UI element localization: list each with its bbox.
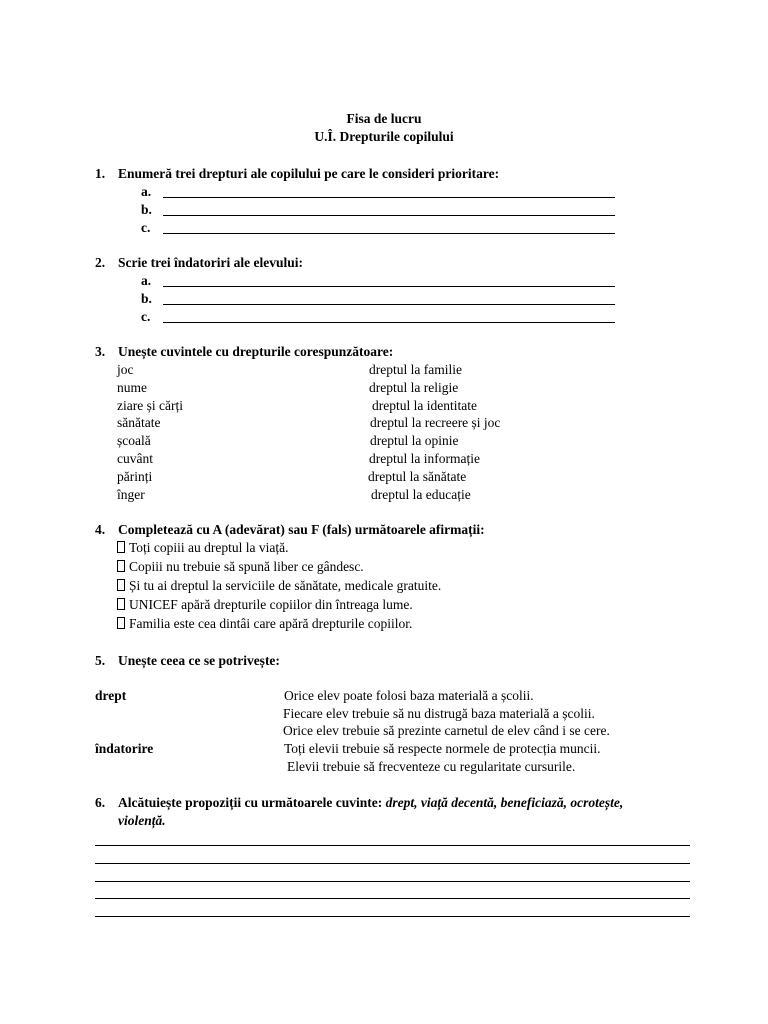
q4-statement: Toți copiii au dreptul la viață.: [117, 540, 289, 556]
page-subtitle: U.Î. Drepturile copilului: [314, 129, 454, 144]
q4-number: 4.: [95, 522, 106, 537]
q5-statement: Fiecare elev trebuie să nu distrugă baza materială a școlii.: [283, 706, 595, 721]
q3-word: ziare și cărți: [117, 398, 183, 413]
q6-number: 6.: [95, 795, 106, 810]
q3-word: părinți: [117, 469, 153, 484]
q5-text: Unește ceea ce se potrivește:: [118, 653, 280, 668]
q1-answer-line[interactable]: [163, 215, 615, 216]
checkbox-icon[interactable]: [117, 560, 125, 572]
q1-item-label: b.: [141, 202, 152, 217]
q6-words: drept, viață decentă, beneficiază, ocrotește,: [385, 795, 624, 810]
q1-number: 1.: [95, 166, 106, 181]
q5-statement: Elevii trebuie să frecventeze cu regularitate cursurile.: [287, 759, 576, 774]
q3-right: dreptul la informație: [369, 451, 480, 466]
q3-right: dreptul la identitate: [372, 398, 477, 413]
checkbox-icon[interactable]: [117, 598, 125, 610]
q4-statement: Și tu ai dreptul la serviciile de sănătate, medicale gratuite.: [117, 578, 441, 594]
q6-answer-line[interactable]: [95, 898, 690, 899]
checkbox-icon[interactable]: [117, 579, 125, 591]
q2-answer-line[interactable]: [163, 304, 615, 305]
q2-item-label: a.: [141, 273, 152, 288]
q2-answer-line[interactable]: [163, 286, 615, 287]
q6-text: Alcătuiește propoziții cu următoarele cuvinte: drept, viață decentă, beneficiază, ocrotește,: [118, 795, 624, 810]
q3-right: dreptul la educație: [371, 487, 471, 502]
q1-answer-line[interactable]: [163, 233, 615, 234]
q2-text: Scrie trei îndatoriri ale elevului:: [118, 255, 303, 270]
q5-statement: Orice elev poate folosi baza materială a școlii.: [284, 688, 534, 703]
q5-statement: Toți elevii trebuie să respecte normele de protecția muncii.: [284, 741, 601, 756]
q1-text: Enumeră trei drepturi ale copilului pe care le consideri prioritare:: [118, 166, 500, 181]
q6-answer-line[interactable]: [95, 845, 690, 846]
q3-right: dreptul la religie: [369, 380, 459, 395]
q2-answer-line[interactable]: [163, 322, 615, 323]
q1-item-label: a.: [141, 184, 152, 199]
page-title: Fisa de lucru: [346, 111, 422, 126]
checkbox-icon[interactable]: [117, 541, 125, 553]
q5-statement: Orice elev trebuie să prezinte carnetul de elev când i se cere.: [283, 723, 610, 738]
q4-statement: UNICEF apără drepturile copiilor din întreaga lume.: [117, 597, 413, 613]
q3-word: nume: [117, 380, 147, 395]
q6-answer-line[interactable]: [95, 916, 690, 917]
q3-word: joc: [117, 362, 134, 377]
q4-statement: Copiii nu trebuie să spună liber ce gândesc.: [117, 559, 364, 575]
checkbox-icon[interactable]: [117, 617, 125, 629]
q2-item-label: b.: [141, 291, 152, 306]
q3-word: școală: [117, 433, 151, 448]
q3-word: înger: [117, 487, 145, 502]
q3-number: 3.: [95, 344, 106, 359]
q2-number: 2.: [95, 255, 106, 270]
q5-number: 5.: [95, 653, 106, 668]
q3-text: Unește cuvintele cu drepturile corespunzătoare:: [118, 344, 394, 359]
q5-term-drept: drept: [95, 688, 127, 703]
q1-answer-line[interactable]: [163, 197, 615, 198]
q3-right: dreptul la sănătate: [368, 469, 467, 484]
q4-text: Completează cu A (adevărat) sau F (fals) următoarele afirmații:: [118, 522, 485, 537]
q3-right: dreptul la recreere și joc: [370, 415, 501, 430]
q3-right: dreptul la opinie: [370, 433, 459, 448]
q6-words-continued: violență.: [118, 813, 166, 828]
q4-statement: Familia este cea dintâi care apără drepturile copiilor.: [117, 616, 412, 632]
q3-word: cuvânt: [117, 451, 153, 466]
q6-answer-line[interactable]: [95, 881, 690, 882]
q2-item-label: c.: [141, 309, 151, 324]
q3-word: sănătate: [117, 415, 161, 430]
q1-item-label: c.: [141, 220, 151, 235]
q5-term-indatorire: îndatorire: [95, 741, 154, 756]
q6-answer-line[interactable]: [95, 863, 690, 864]
q3-right: dreptul la familie: [369, 362, 462, 377]
